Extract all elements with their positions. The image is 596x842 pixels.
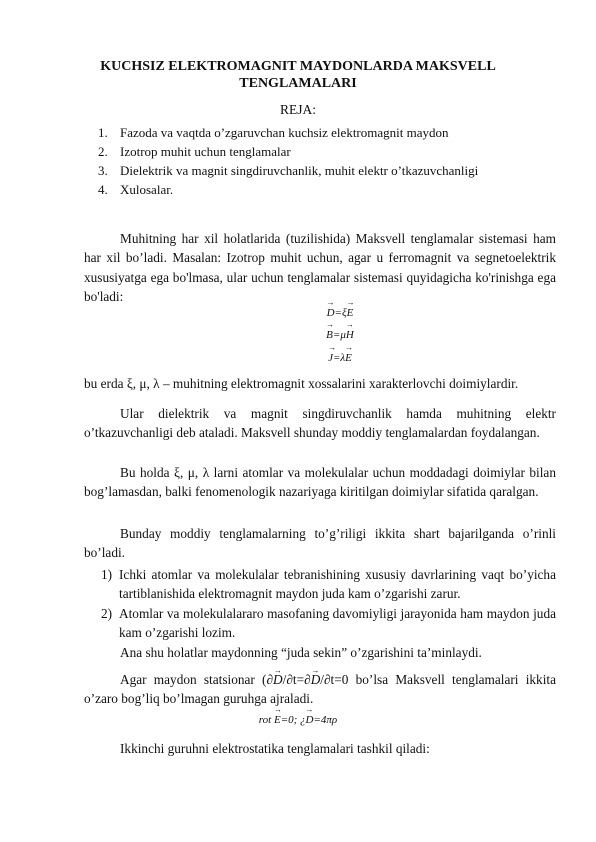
equation-j: → J=λ→ E — [0, 352, 596, 364]
document-title — [60, 58, 536, 92]
plan-item — [98, 123, 478, 142]
plan-item-number: 1. — [98, 125, 108, 140]
paragraph-dielectric: Ular dielektrik va magnit singdiruvchanlik hamda muhitning elektr o’tkazuvchanligi deb ataladi. Maksvell shunday moddiy tenglamalardan foydalangan. — [84, 406, 556, 441]
plan-item-text: Dielektrik va magnit singdiruvchanlik, muhit elektr o’tkazuvchanligi — [120, 163, 479, 178]
paragraph-electrostatics: Ikkinchi guruhni elektrostatika tenglamalari tashkil qiladi: — [120, 741, 430, 756]
plan-item-number: 3. — [98, 163, 108, 178]
plan-item — [98, 180, 478, 199]
plan-item-number: 4. — [98, 182, 108, 197]
title-line-2: TENGLAMALARI — [239, 76, 357, 91]
paragraph-constants: bu erda ξ, μ, λ – muhitning elektromagnit xossalarini xarakterlovchi doimiylardir. — [84, 376, 519, 391]
paragraph-intro: Muhitning har xil holatlarida (tuzilishida) Maksvell tenglamalar sistemasi ham har xil bo’ladi. Masalan: Izotrop muhit uchun, agar u ferromagnit va segnetoelektrik xususiyatga ega bo'lmasa, ular uchun tenglamalar sistemasi quyidagicha ko'rinishga ega bo'ladi: — [84, 231, 556, 304]
plan-item-text: Fazoda va vaqtda o’zgaruvchan kuchsiz elektromagnit maydon — [120, 125, 449, 140]
plan-item-text: Izotrop muhit uchun tenglamalar — [120, 144, 291, 159]
plan-item-number: 2. — [98, 144, 108, 159]
condition-item: 1) Ichki atomlar va molekulalar tebranishining xususiy davrlarining vaqt bo’yicha tartiblanishida elektromagnit maydon juda kam o’zgarishi zarur. — [101, 567, 556, 602]
paragraph-slow-change: Ana shu holatlar maydonning “juda sekin” o’zgarishini ta’minlaydi. — [120, 645, 482, 660]
paragraph-phenomenological: Bu holda ξ, μ, λ larni atomlar va molekulalar uchun moddadagi doimiylar bilan bog’lamasdan, balki fenomenologik nazariyaga kiritilgan doimiylar sifatida qaralgan. — [84, 465, 556, 500]
paragraph-stationary: Agar maydon statsionar (∂→ D/∂t=∂→ D/∂t=0 bo’lsa Maksvell tenglamalari ikkita o’zaro bog’liq bo’lmagan guruhga ajraladi. — [84, 670, 556, 709]
condition-item: 2) Atomlar va molekulalararo masofaning davomiyligi jarayonida ham maydon juda kam o’zgarishi lozim. — [101, 606, 556, 641]
plan-item — [98, 142, 478, 161]
plan-list — [98, 123, 478, 199]
equation-rot-div: rot → E=0; ¿→ D=4πρ — [0, 714, 596, 726]
paragraph-conditions-intro: Bunday moddiy tenglamalarning to’g’riligi ikkita shart bajarilganda o’rinli bo’ladi. — [84, 526, 556, 561]
equation-b: → B=μ→ H — [0, 329, 596, 341]
plan-item — [98, 161, 478, 180]
title-line-1: KUCHSIZ ELEKTROMAGNIT MAYDONLARDA MAKSVELL — [100, 59, 496, 74]
equation-d: → D=ξ→ E — [0, 307, 596, 319]
plan-heading: REJA: — [279, 102, 316, 117]
plan-item-text: Xulosalar. — [120, 182, 174, 197]
